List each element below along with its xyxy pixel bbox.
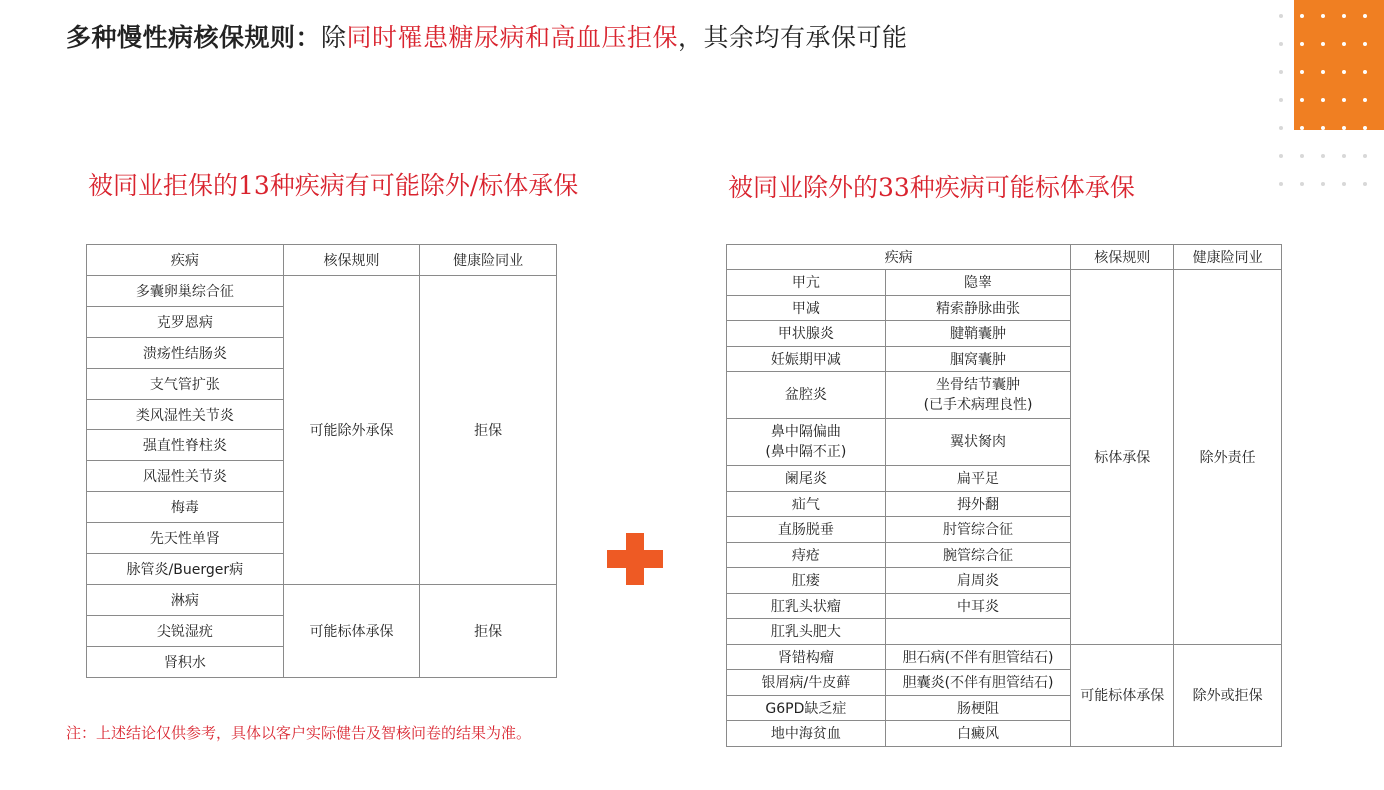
disease-cell-second: 扁平足 (885, 466, 1071, 492)
rule-cell: 可能除外承保 (283, 276, 420, 585)
disease-cell: 脉管炎/Buerger病 (87, 554, 284, 585)
disease-cell: 类风湿性关节炎 (87, 399, 284, 430)
header-rule: 核保规则 (1071, 245, 1174, 270)
decor-dot (1342, 14, 1346, 18)
decor-dot (1279, 182, 1283, 186)
decor-dot (1321, 42, 1325, 46)
table-row (87, 584, 557, 615)
disease-cell: 先天性单肾 (87, 523, 284, 554)
excluded-diseases-table (726, 244, 1282, 747)
disease-cell-second: 胆石病(不伴有胆管结石) (885, 644, 1071, 670)
decor-dot (1342, 98, 1346, 102)
plus-icon (607, 533, 663, 585)
disease-cell-second: 肩周炎 (885, 568, 1071, 594)
disease-cell: 妊娠期甲减 (727, 346, 886, 372)
decor-dot (1279, 70, 1283, 74)
right-subtitle: 被同业除外的33种疾病可能标体承保 (728, 173, 1135, 202)
disease-cell-second: 肘管综合征 (885, 517, 1071, 543)
table-header-row (87, 245, 557, 276)
disease-cell: 肛瘘 (727, 568, 886, 594)
title-plain-2: ，其余均有承保可能 (678, 23, 908, 52)
header-rule: 核保规则 (283, 245, 420, 276)
disease-cell: 梅毒 (87, 492, 284, 523)
refused-diseases-table (86, 244, 557, 678)
disease-cell-second: 腘窝囊肿 (885, 346, 1071, 372)
disease-cell: 肾错构瘤 (727, 644, 886, 670)
disease-cell: 克罗恩病 (87, 306, 284, 337)
disease-cell: 疝气 (727, 491, 886, 517)
decor-dot (1321, 126, 1325, 130)
table-header-row (727, 245, 1282, 270)
disease-cell: 痔疮 (727, 542, 886, 568)
industry-cell: 除外责任 (1174, 270, 1282, 645)
disease-cell-second: 肠梗阻 (885, 695, 1071, 721)
decor-dot (1300, 14, 1304, 18)
disease-cell: 地中海贫血 (727, 721, 886, 747)
industry-cell: 拒保 (420, 276, 557, 585)
title-plain-1: 除 (321, 23, 347, 52)
disease-cell: G6PD缺乏症 (727, 695, 886, 721)
decor-dot (1321, 154, 1325, 158)
decor-dot (1300, 126, 1304, 130)
decor-dot (1363, 14, 1367, 18)
disease-cell: 淋病 (87, 584, 284, 615)
table-row (727, 270, 1282, 296)
disease-cell: 肛乳头状瘤 (727, 593, 886, 619)
decor-dot (1342, 182, 1346, 186)
disease-cell-second: 隐睾 (885, 270, 1071, 296)
disease-cell-second (885, 619, 1071, 645)
disease-cell-second: 精索静脉曲张 (885, 295, 1071, 321)
disease-cell-second: 腕管综合征 (885, 542, 1071, 568)
disease-cell: 多囊卵巢综合征 (87, 276, 284, 307)
decor-dot (1363, 126, 1367, 130)
decor-dot (1321, 70, 1325, 74)
disease-cell-second: 中耳炎 (885, 593, 1071, 619)
decor-dot (1342, 154, 1346, 158)
decor-dot (1279, 42, 1283, 46)
decor-dot (1321, 182, 1325, 186)
decorative-orange-block (1294, 0, 1384, 130)
disease-cell: 甲减 (727, 295, 886, 321)
table-row (87, 276, 557, 307)
decor-dot (1342, 70, 1346, 74)
title-bold: 多种慢性病核保规则： (66, 23, 322, 52)
disease-cell: 甲状腺炎 (727, 321, 886, 347)
header-disease: 疾病 (87, 245, 284, 276)
decor-dot (1342, 126, 1346, 130)
decor-dot (1300, 98, 1304, 102)
decor-dot (1363, 42, 1367, 46)
decor-dot (1321, 14, 1325, 18)
disease-cell-second: 翼状胬肉 (885, 419, 1071, 466)
title-highlight: 同时罹患糖尿病和高血压拒保 (346, 23, 679, 52)
disease-cell: 肛乳头肥大 (727, 619, 886, 645)
disease-cell: 盆腔炎 (727, 372, 886, 419)
rule-cell: 标体承保 (1071, 270, 1174, 645)
decor-dot (1279, 14, 1283, 18)
decor-dot (1279, 154, 1283, 158)
decor-dot (1300, 154, 1304, 158)
decor-dot (1321, 98, 1325, 102)
disease-cell-second: 白癜风 (885, 721, 1071, 747)
decor-dot (1363, 98, 1367, 102)
header-industry: 健康险同业 (1174, 245, 1282, 270)
disease-cell: 鼻中隔偏曲 (鼻中隔不正) (727, 419, 886, 466)
disease-cell: 溃疡性结肠炎 (87, 337, 284, 368)
disease-cell: 强直性脊柱炎 (87, 430, 284, 461)
decor-dot (1279, 98, 1283, 102)
left-subtitle: 被同业拒保的13种疾病有可能除外/标体承保 (88, 171, 579, 200)
disease-cell: 风湿性关节炎 (87, 461, 284, 492)
decor-dot (1279, 126, 1283, 130)
disease-cell-second: 拇外翻 (885, 491, 1071, 517)
industry-cell: 拒保 (420, 584, 557, 677)
industry-cell: 除外或拒保 (1174, 644, 1282, 746)
disease-cell: 甲亢 (727, 270, 886, 296)
table-row (727, 644, 1282, 670)
header-industry: 健康险同业 (420, 245, 557, 276)
disease-cell: 阑尾炎 (727, 466, 886, 492)
decor-dot (1363, 182, 1367, 186)
disease-cell-second: 腱鞘囊肿 (885, 321, 1071, 347)
decor-dot (1300, 70, 1304, 74)
disease-cell: 银屑病/牛皮藓 (727, 670, 886, 696)
disease-cell: 尖锐湿疣 (87, 615, 284, 646)
decor-dot (1363, 70, 1367, 74)
decor-dot (1300, 182, 1304, 186)
header-disease: 疾病 (727, 245, 1071, 270)
disease-cell: 支气管扩张 (87, 368, 284, 399)
decor-dot (1342, 42, 1346, 46)
footnote: 注：上述结论仅供参考，具体以客户实际健告及智核问卷的结果为准。 (66, 724, 532, 742)
rule-cell: 可能标体承保 (1071, 644, 1174, 746)
disease-cell-second: 胆囊炎(不伴有胆管结石) (885, 670, 1071, 696)
disease-cell-second: 坐骨结节囊肿 (已手术病理良性) (885, 372, 1071, 419)
decor-dot (1300, 42, 1304, 46)
disease-cell: 直肠脱垂 (727, 517, 886, 543)
disease-cell: 肾积水 (87, 646, 284, 677)
page-title (66, 18, 908, 54)
decor-dot (1363, 154, 1367, 158)
rule-cell: 可能标体承保 (283, 584, 420, 677)
